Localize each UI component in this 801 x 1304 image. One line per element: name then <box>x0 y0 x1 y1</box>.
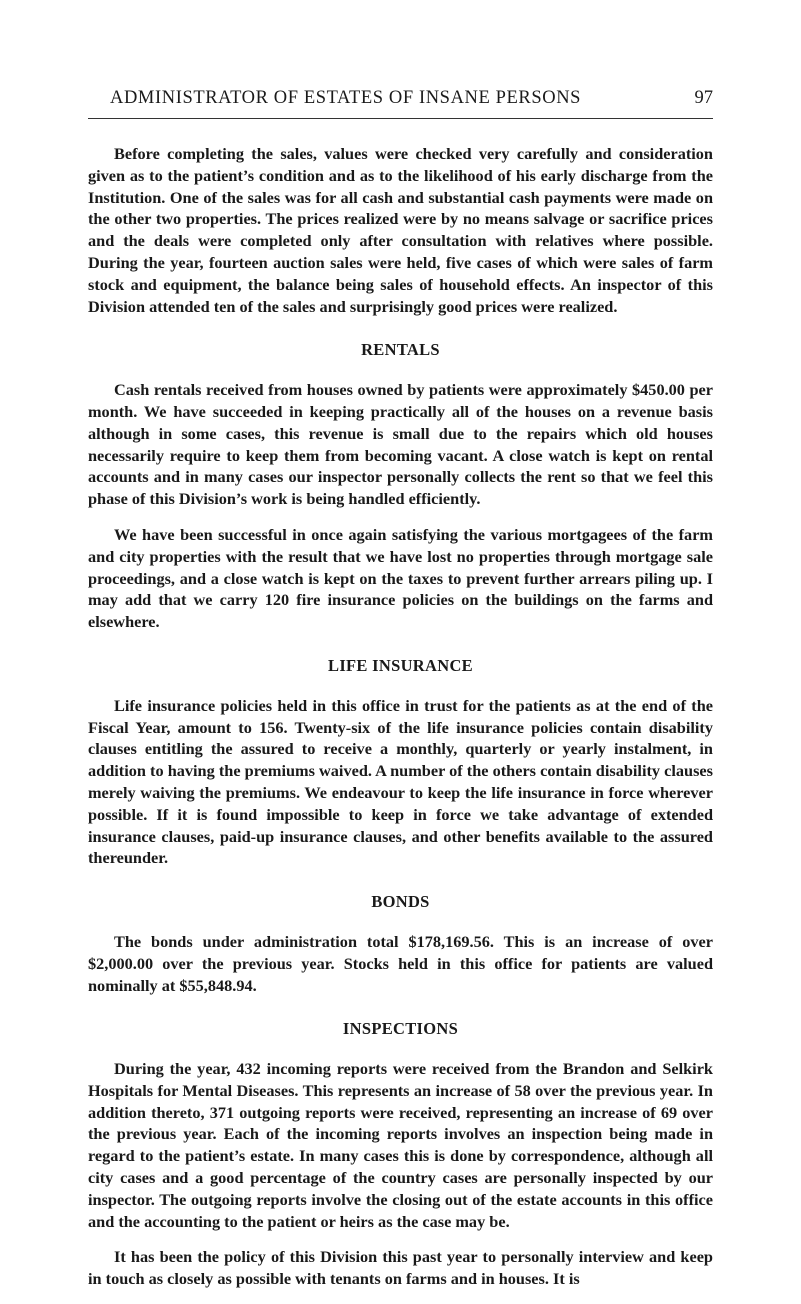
paragraph-bonds: The bonds under administration total $178,169.56. This is an increase of over $2,000.00 over the previous year. Stocks held in this office for patients are valued nominally at $55,848.94. <box>88 931 713 995</box>
paragraph-life-insurance: Life insurance policies held in this office in trust for the patients as at the end of the Fiscal Year, amount to 156. Twenty-six of the life insurance policies contain disability clauses entitling the assured to receive a monthly, quarterly or yearly instalment, in addition to having the premiums waived. A number of the others contain disability clauses merely waiving the premiums. We endeavour to keep the life insurance in force wherever possible. If it is found impossible to keep in force we take advantage of extended insurance clauses, paid-up insurance clauses, and other benefits available to the assured thereunder. <box>88 695 713 868</box>
running-header <box>88 88 713 119</box>
document-page <box>88 88 713 1304</box>
page-body <box>88 143 713 1290</box>
heading-life-insurance: LIFE INSURANCE <box>328 655 473 675</box>
page-number: 97 <box>694 88 713 108</box>
paragraph-policy: It has been the policy of this Division this past year to personally interview and keep in touch as closely as possible with tenants on farms and in houses. It is <box>88 1247 713 1289</box>
heading-rentals: RENTALS <box>361 340 440 360</box>
heading-inspections: INSPECTIONS <box>342 1019 459 1039</box>
heading-bonds: BONDS <box>371 892 430 912</box>
paragraph-sales: Before completing the sales, values were checked very carefully and consideration given as to the patient’s condition and as to the likelihood of his early discharge from the Institution. One of the sales was for all cash and substantial cash payments were made on the other two properties. The prices realized were by no means salvage or sacrifice prices and the deals were completed only after consultation with relatives where possible. During the year, fourteen auction sales were held, five cases of which were sales of farm stock and equipment, the balance being sales of household effects. An inspector of this Division attended ten of the sales and surprisingly good prices were realized. <box>88 144 713 316</box>
paragraph-inspection-reports: During the year, 432 incoming reports were received from the Brandon and Selkirk Hospitals for Mental Diseases. This represents an increase of 58 over the previous year. In addition thereto, 371 outgoing reports were received, representing an increase of 69 over the previous year. Each of the incoming reports involves an inspection being made in regard to the patient’s estate. In many cases this is done by correspondence, although all city cases and a good percentage of the country cases are personally inspected by our inspector. The outgoing reports involve the closing out of the estate accounts in this office and the accounting to the patient or heirs as the case may be. <box>88 1059 713 1231</box>
paragraph-cash-rentals: Cash rentals received from houses owned by patients were approximately $450.00 per month. We have succeeded in keeping practically all of the houses on a revenue basis although in some cases, this revenue is small due to the repairs which old houses necessarily require to keep them from becoming vacant. A close watch is kept on rental accounts and in many cases our inspector personally collects the rent so that we feel this phase of this Division’s work is being handled efficiently. <box>88 380 713 509</box>
paragraph-mortgagees: We have been successful in once again satisfying the various mortgagees of the farm and city properties with the result that we have lost no properties through mortgage sale proceedings, and a close watch is kept on the taxes to prevent further arrears piling up. I may add that we carry 120 fire insurance policies on the buildings on the farms and elsewhere. <box>88 524 713 632</box>
running-title: ADMINISTRATOR OF ESTATES OF INSANE PERSONS <box>110 88 582 108</box>
